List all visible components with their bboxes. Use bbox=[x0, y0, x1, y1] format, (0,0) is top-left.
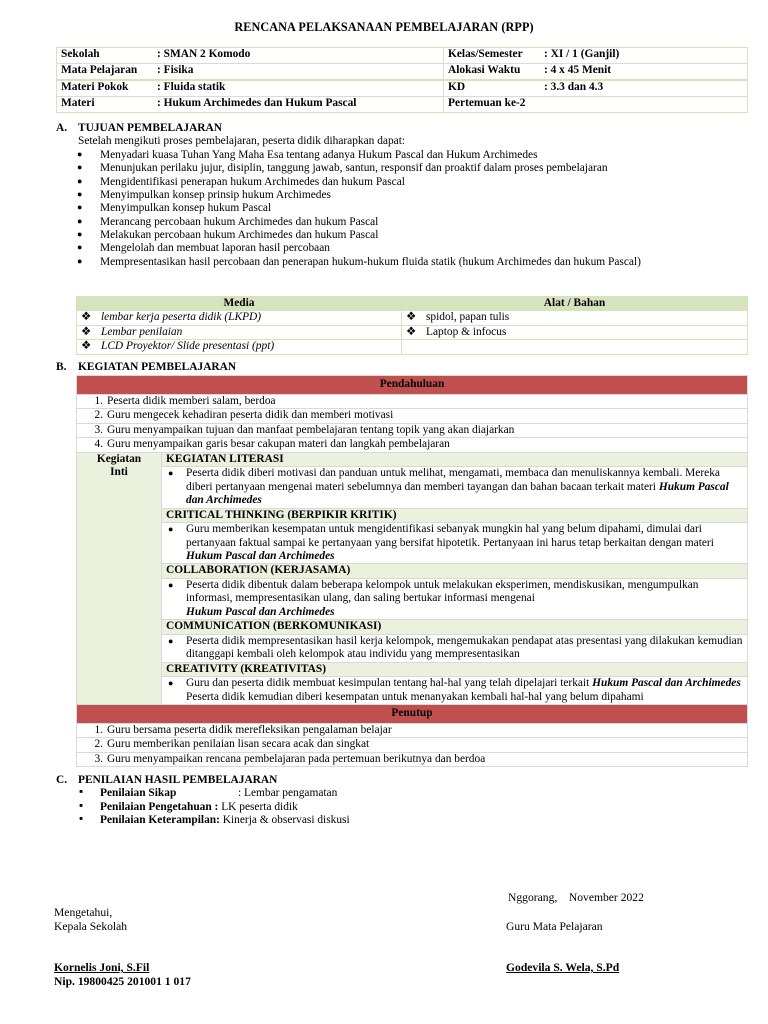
list-item: ● Mengidentifikasi penerapan hukum Archimedes dan hukum Pascal bbox=[77, 176, 748, 189]
tujuan-list bbox=[56, 149, 748, 269]
diamond-bullet-icon: ❖ bbox=[406, 311, 417, 324]
section-b-heading: B. KEGIATAN PEMBELAJARAN bbox=[56, 361, 237, 373]
creat-text: ● Guru dan peserta didik membuat kesimpulan tentang hal-hal yang telah dipelajari terkait Hukum Pascal dan Archimedes Peserta didik kemudian diberi kesempatan untuk menanyakan kembali hal-hal yang belum dipahami bbox=[162, 677, 748, 705]
mapel-label: Mata Pelajaran bbox=[61, 64, 138, 76]
mapel-value: : Fisika bbox=[157, 64, 194, 76]
materi-pokok-label: Materi Pokok bbox=[61, 81, 129, 93]
list-item: ● Menyimpulkan konsep hukum Pascal bbox=[77, 202, 748, 215]
penutup-header: Penutup bbox=[77, 704, 748, 723]
table-row: 1. Peserta didik memberi salam, berdoa bbox=[77, 395, 748, 409]
diamond-bullet-icon: ❖ bbox=[81, 325, 92, 338]
kelas-value: : XI / 1 (Ganjil) bbox=[544, 48, 620, 60]
list-item: ▪ Penilaian Pengetahuan : LK peserta didik bbox=[77, 801, 748, 814]
section-c bbox=[56, 774, 748, 828]
guru-name: Godevila S. Wela, S.Pd bbox=[506, 961, 620, 974]
critical-text: ● Guru memberikan kesempatan untuk mengidentifikasi sebanyak mungkin hal yang belum dipahami, dimulai dari pertanyaan faktual sampai ke pertanyaan yang bersifat hipotetik. Pertanyaan ini harus tetap berkaitan dengan materi Hukum Pascal dan Archimedes bbox=[162, 523, 748, 564]
list-item: ● Menyadari kuasa Tuhan Yang Maha Esa tentang adanya Hukum Pascal dan Hukum Archimedes bbox=[77, 149, 748, 162]
kelas-cell bbox=[444, 48, 748, 64]
section-a-heading: A. TUJUAN PEMBELAJARAN bbox=[56, 122, 222, 134]
alokasi-label: Alokasi Waktu bbox=[448, 64, 521, 76]
sekolah-value: : SMAN 2 Komodo bbox=[157, 48, 251, 60]
section-a bbox=[56, 122, 748, 269]
collab-heading: COLLABORATION (KERJASAMA) bbox=[162, 564, 748, 578]
sekolah-label: Sekolah bbox=[61, 48, 100, 60]
comm-heading: COMMUNICATION (BERKOMUNIKASI) bbox=[162, 620, 748, 634]
list-item: ● Melakukan percobaan hukum Archimedes dan hukum Pascal bbox=[77, 229, 748, 242]
materi-value: : Hukum Archimedes dan Hukum Pascal bbox=[157, 97, 357, 109]
media-item: ❖ Lembar penilaian bbox=[77, 325, 402, 339]
alat-item: ❖ spidol, papan tulis bbox=[402, 311, 748, 325]
list-item: ● Mempresentasikan hasil percobaan dan penerapan hukum-hukum fluida statik (hukum Archimedes dan hukum Pascal) bbox=[77, 256, 748, 269]
list-item: ● Mengelolah dan membuat laporan hasil percobaan bbox=[77, 242, 748, 255]
media-table bbox=[76, 296, 748, 355]
materi-cell bbox=[57, 97, 444, 113]
alokasi-cell bbox=[444, 64, 748, 81]
materi-pokok-value: : Fluida statik bbox=[157, 81, 226, 93]
materi-label: Materi bbox=[61, 97, 95, 109]
identity-table bbox=[56, 47, 748, 113]
table-row: 4. Guru menyampaikan garis besar cakupan materi dan langkah pembelajaran bbox=[77, 438, 748, 452]
kelas-label: Kelas/Semester bbox=[448, 48, 523, 60]
kegiatan-inti-label: Kegiatan Inti bbox=[77, 452, 162, 704]
place-date: Nggorang, November 2022 bbox=[508, 891, 644, 904]
diamond-bullet-icon: ❖ bbox=[406, 325, 417, 338]
literasi-heading: KEGIATAN LITERASI bbox=[162, 452, 748, 466]
section-c-heading: C. PENILAIAN HASIL PEMBELAJARAN bbox=[56, 774, 278, 786]
table-row: 3. Guru menyampaikan tujuan dan manfaat pembelajaran tentang topik yang akan diajarkan bbox=[77, 423, 748, 437]
creat-heading: CREATIVITY (KREATIVITAS) bbox=[162, 662, 748, 676]
kd-label: KD bbox=[448, 81, 466, 93]
media-item: ❖ lembar kerja peserta didik (LKPD) bbox=[77, 311, 402, 325]
kegiatan-table bbox=[76, 375, 748, 767]
critical-heading: CRITICAL THINKING (BERPIKIR KRITIK) bbox=[162, 508, 748, 522]
list-item: ▪ Penilaian Keterampilan: Kinerja & observasi diskusi bbox=[77, 814, 748, 827]
table-row: 2. Guru mengecek kehadiran peserta didik dan memberi motivasi bbox=[77, 409, 748, 423]
alat-item: ❖ Laptop & infocus bbox=[402, 325, 748, 339]
mapel-cell bbox=[57, 64, 444, 81]
media-header: Media bbox=[77, 297, 402, 311]
collab-text: ● Peserta didik dibentuk dalam beberapa kelompok untuk melakukan eksperimen, mendiskusikan, mengumpulkan informasi, mempresentasikan ulang, dan saling bertukar informasi mengenai Hukum Pascal dan Archimedes bbox=[162, 578, 748, 619]
table-row: 2. Guru memberikan penilaian lisan secara acak dan singkat bbox=[77, 738, 748, 752]
section-a-intro: Setelah mengikuti proses pembelajaran, peserta didik diharapkan dapat: bbox=[78, 135, 406, 148]
page-title: RENCANA PELAKSANAAN PEMBELAJARAN (RPP) bbox=[234, 20, 534, 34]
kepsek-name: Kornelis Joni, S.Fil bbox=[54, 961, 150, 974]
guru-role: Guru Mata Pelajaran bbox=[506, 920, 603, 933]
pendahuluan-header: Pendahuluan bbox=[77, 376, 748, 395]
sekolah-cell bbox=[57, 48, 444, 64]
mengetahui: Mengetahui, bbox=[54, 906, 113, 919]
pertemuan-cell: Pertemuan ke-2 bbox=[444, 97, 748, 113]
list-item: ▪ Penilaian Sikap : Lembar pengamatan bbox=[77, 787, 748, 800]
list-item: ● Menyimpulkan konsep prinsip hukum Archimedes bbox=[77, 189, 748, 202]
materi-pokok-cell bbox=[57, 80, 444, 97]
list-item: ● Menunjukan perilaku jujur, disiplin, tanggung jawab, santun, responsif dan proaktif dalam proses pembelajaran bbox=[77, 162, 748, 175]
kepsek-nip: Nip. 19800425 201001 1 017 bbox=[54, 975, 191, 988]
kepala-sekolah: Kepala Sekolah bbox=[54, 920, 128, 933]
diamond-bullet-icon: ❖ bbox=[81, 311, 92, 324]
alokasi-value: : 4 x 45 Menit bbox=[544, 64, 612, 76]
penilaian-list bbox=[56, 787, 748, 827]
alat-item bbox=[402, 340, 748, 354]
diamond-bullet-icon: ❖ bbox=[81, 340, 92, 353]
alat-header: Alat / Bahan bbox=[402, 297, 748, 311]
list-item: ● Merancang percobaan hukum Archimedes dan hukum Pascal bbox=[77, 216, 748, 229]
table-row: 1. Guru bersama peserta didik merefleksikan pengalaman belajar bbox=[77, 723, 748, 737]
media-item: ❖ LCD Proyektor/ Slide presentasi (ppt) bbox=[77, 340, 402, 354]
kd-cell bbox=[444, 80, 748, 97]
comm-text: ● Peserta didik mempresentasikan hasil kerja kelompok, mengemukakan pendapat atas presentasi yang dilakukan kemudian ditanggapi kembali oleh kelompok atau individu yang mempresentasikan bbox=[162, 634, 748, 662]
table-row: 3. Guru menyampaikan rencana pembelajaran pada pertemuan berikutnya dan berdoa bbox=[77, 752, 748, 766]
kd-value: : 3.3 dan 4.3 bbox=[544, 81, 604, 93]
literasi-text: ● Peserta didik diberi motivasi dan panduan untuk melihat, mengamati, membaca dan menuliskannya kembali. Mereka diberi pertanyaan mengenai materi sebelumnya dan memberi tayangan dan bahan bacaan terkait materi Hukum Pascal dan Archimedes bbox=[162, 467, 748, 508]
